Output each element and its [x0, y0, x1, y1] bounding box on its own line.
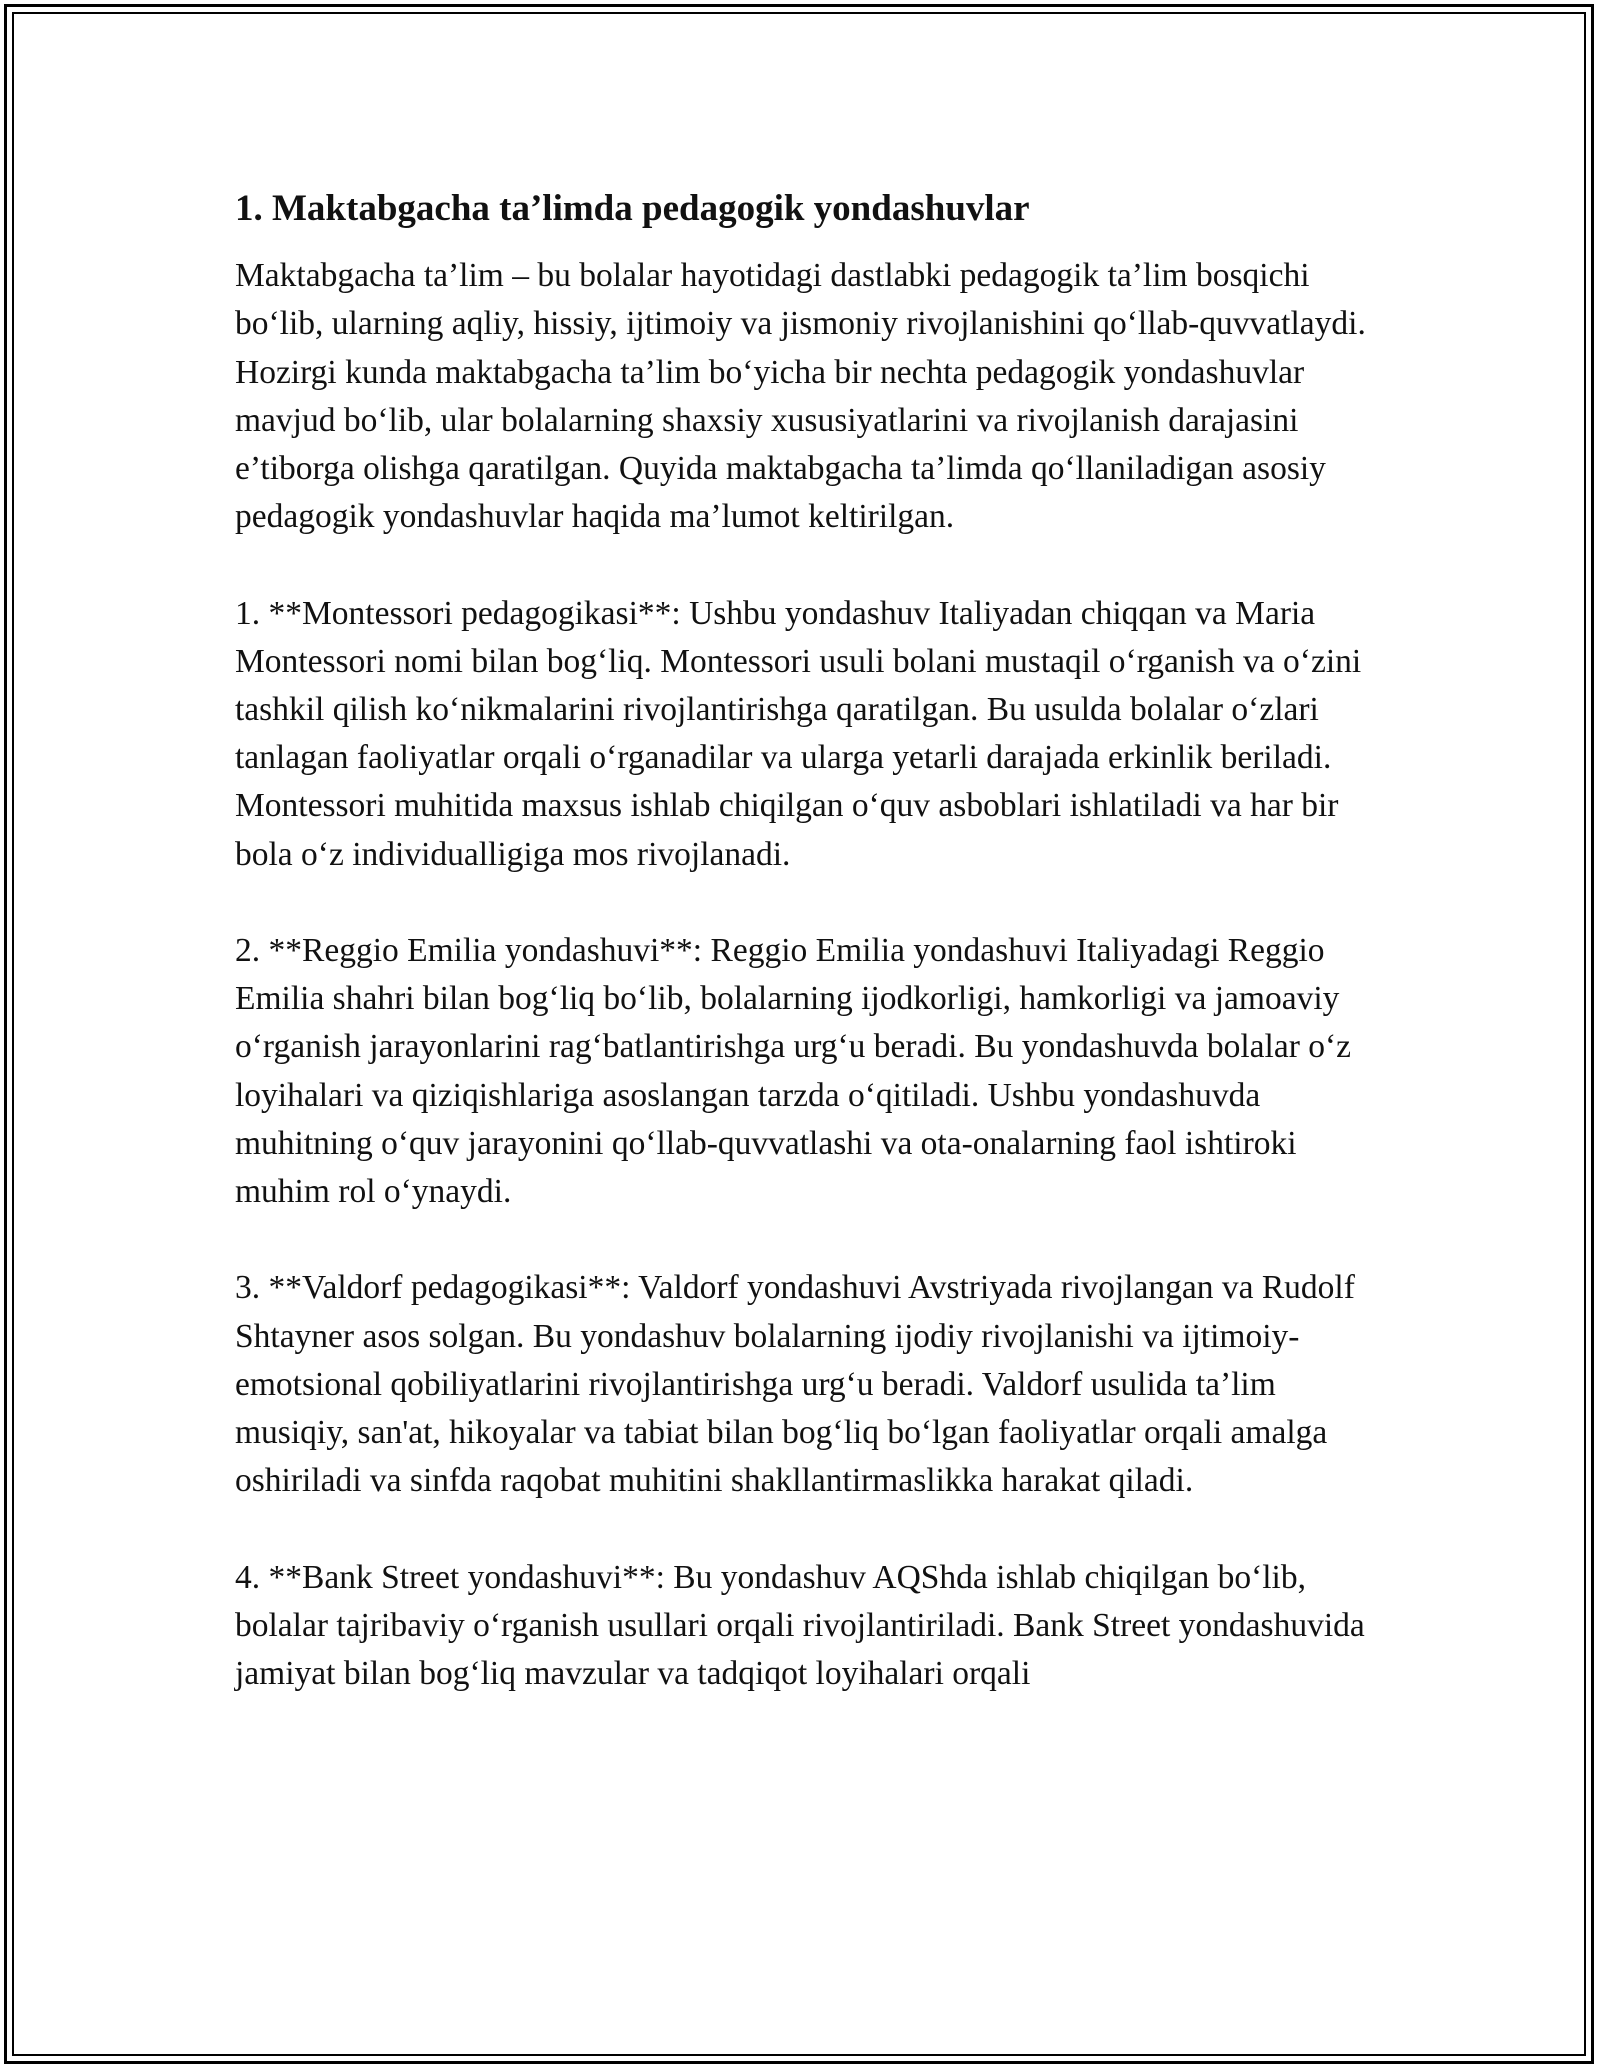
- bank-street-paragraph: 4. **Bank Street yondashuvi**: Bu yondashuv AQShda ishlab chiqilgan bo‘lib, bolalar tajribaviy o‘rganish usullari orqali rivojlantiriladi. Bank Street yondashuvida jamiyat bilan bog‘liq mavzular va tadqiqot loyihalari orqali: [235, 1558, 1365, 1693]
- section-title: 1. Maktabgacha ta’limda pedagogik yondashuvlar: [235, 188, 1030, 229]
- valdorf-paragraph: 3. **Valdorf pedagogikasi**: Valdorf yondashuvi Avstriyada rivojlangan va Rudolf Shtayner asos solgan. Bu yondashuv bolalarning ijodiy rivojlanishi va ijtimoiy-emotsional qobiliyatlarini rivojlantirishga urg‘u beradi. Valdorf usulida ta’lim musiqiy, san'at, hikoyalar va tabiat bilan bog‘liq bo‘lgan faoliyatlar orqali amalga oshiriladi va sinfda raqobat muhitini shakllantirmaslikka harakat qiladi.: [235, 1269, 1355, 1500]
- montessori-paragraph: 1. **Montessori pedagogikasi**: Ushbu yondashuv Italiyadan chiqqan va Maria Montessori nomi bilan bog‘liq. Montessori usuli bolani mustaqil o‘rganish va o‘zini tashkil qilish ko‘nikmalarini rivojlantirishga qaratilgan. Bu usulda bolalar o‘zlari tanlagan faoliyatlar orqali o‘rganadilar va ularga yetarli darajada erkinlik beriladi. Montessori muhitida maxsus ishlab chiqilgan o‘quv asboblari ishlatiladi va har bir bola o‘z individualligiga mos rivojlanadi.: [235, 594, 1362, 873]
- intro-paragraph: Maktabgacha ta’lim – bu bolalar hayotidagi dastlabki pedagogik ta’lim bosqichi bo‘lib, ularning aqliy, hissiy, ijtimoiy va jismoniy rivojlanishini qo‘llab-quvvatlaydi. Hozirgi kunda maktabgacha ta’lim bo‘yicha bir nechta pedagogik yondashuvlar mavjud bo‘lib, ular bolalarning shaxsiy xususiyatlarini va rivojlanish darajasini e’tiborga olishga qaratilgan. Quyida maktabgacha ta’limda qo‘llaniladigan asosiy pedagogik yondashuvlar haqida ma’lumot keltirilgan.: [235, 257, 1366, 536]
- document-body: [235, 186, 1385, 1746]
- reggio-emilia-paragraph: 2. **Reggio Emilia yondashuvi**: Reggio Emilia yondashuvi Italiyadagi Reggio Emilia shahri bilan bog‘liq bo‘lib, bolalarning ijodkorligi, hamkorligi va jamoaviy o‘rganish jarayonlarini rag‘batlantirishga urg‘u beradi. Bu yondashuvda bolalar o‘z loyihalari va qiziqishlariga asoslangan tarzda o‘qitiladi. Ushbu yondashuvda muhitning o‘quv jarayonini qo‘llab-quvvatlashi va ota-onalarning faol ishtiroki muhim rol o‘ynaydi.: [235, 932, 1352, 1211]
